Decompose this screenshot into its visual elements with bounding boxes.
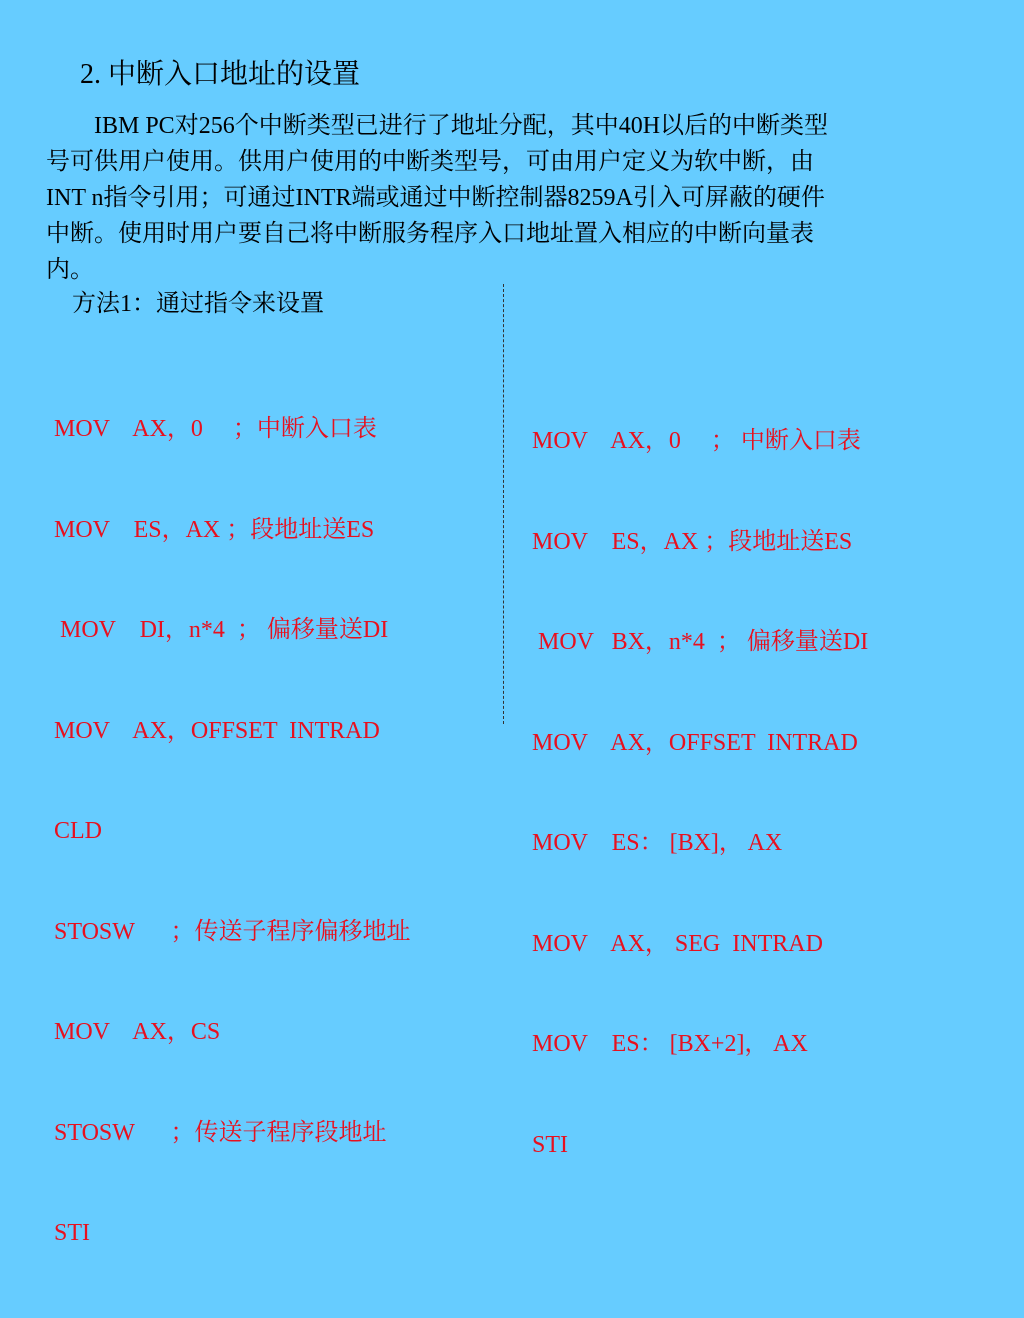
code-line: MOV AX， SEG INTRAD	[532, 930, 823, 957]
code-line: STI	[532, 1131, 568, 1158]
code-line: STI	[54, 1220, 90, 1246]
code-line: MOV ES： [BX]， AX	[532, 830, 783, 856]
code-line: STOSW ；传送子程序偏移地址	[54, 918, 411, 945]
code-block-right	[532, 358, 868, 1229]
code-line: MOV ES： [BX+2]， AX	[532, 1031, 808, 1057]
code-line: MOV BX，n*4 ； 偏移量送DI	[532, 629, 869, 655]
paragraph-line: 中断。使用时用户要自己将中断服务程序入口地址置入相应的中断向量表	[46, 221, 814, 247]
code-line: MOV AX，0 ；中断入口表	[54, 416, 377, 442]
paragraph-line: INT n指令引用；可通过INTR端或通过中断控制器8259A引入可屏蔽的硬件	[46, 185, 825, 211]
code-line: MOV ES，AX ；段地址送ES	[54, 516, 375, 543]
code-line: MOV AX，OFFSET INTRAD	[532, 729, 858, 756]
code-block-left	[54, 346, 410, 1318]
paragraph-line: 号可供用户使用。供用户使用的中断类型号，可由用户定义为软中断，由	[46, 149, 814, 175]
intro-paragraph	[46, 108, 981, 288]
column-divider	[503, 284, 504, 724]
slide-title: 2. 中断入口地址的设置	[80, 59, 361, 90]
code-line: MOV AX，CS	[54, 1019, 221, 1045]
code-line: MOV ES，AX ；段地址送ES	[532, 528, 853, 555]
paragraph-line: IBM PC对256个中断类型已进行了地址分配，其中40H以后的中断类型	[46, 113, 829, 139]
code-line: MOV DI，n*4 ； 偏移量送DI	[54, 617, 389, 643]
method-label: 方法1：通过指令来设置	[72, 291, 324, 317]
code-line: MOV AX，0 ； 中断入口表	[532, 428, 861, 454]
code-line: MOV AX，OFFSET INTRAD	[54, 717, 380, 744]
code-line: STOSW ；传送子程序段地址	[54, 1119, 387, 1146]
code-line: CLD	[54, 818, 102, 844]
paragraph-line: 内。	[46, 257, 94, 283]
